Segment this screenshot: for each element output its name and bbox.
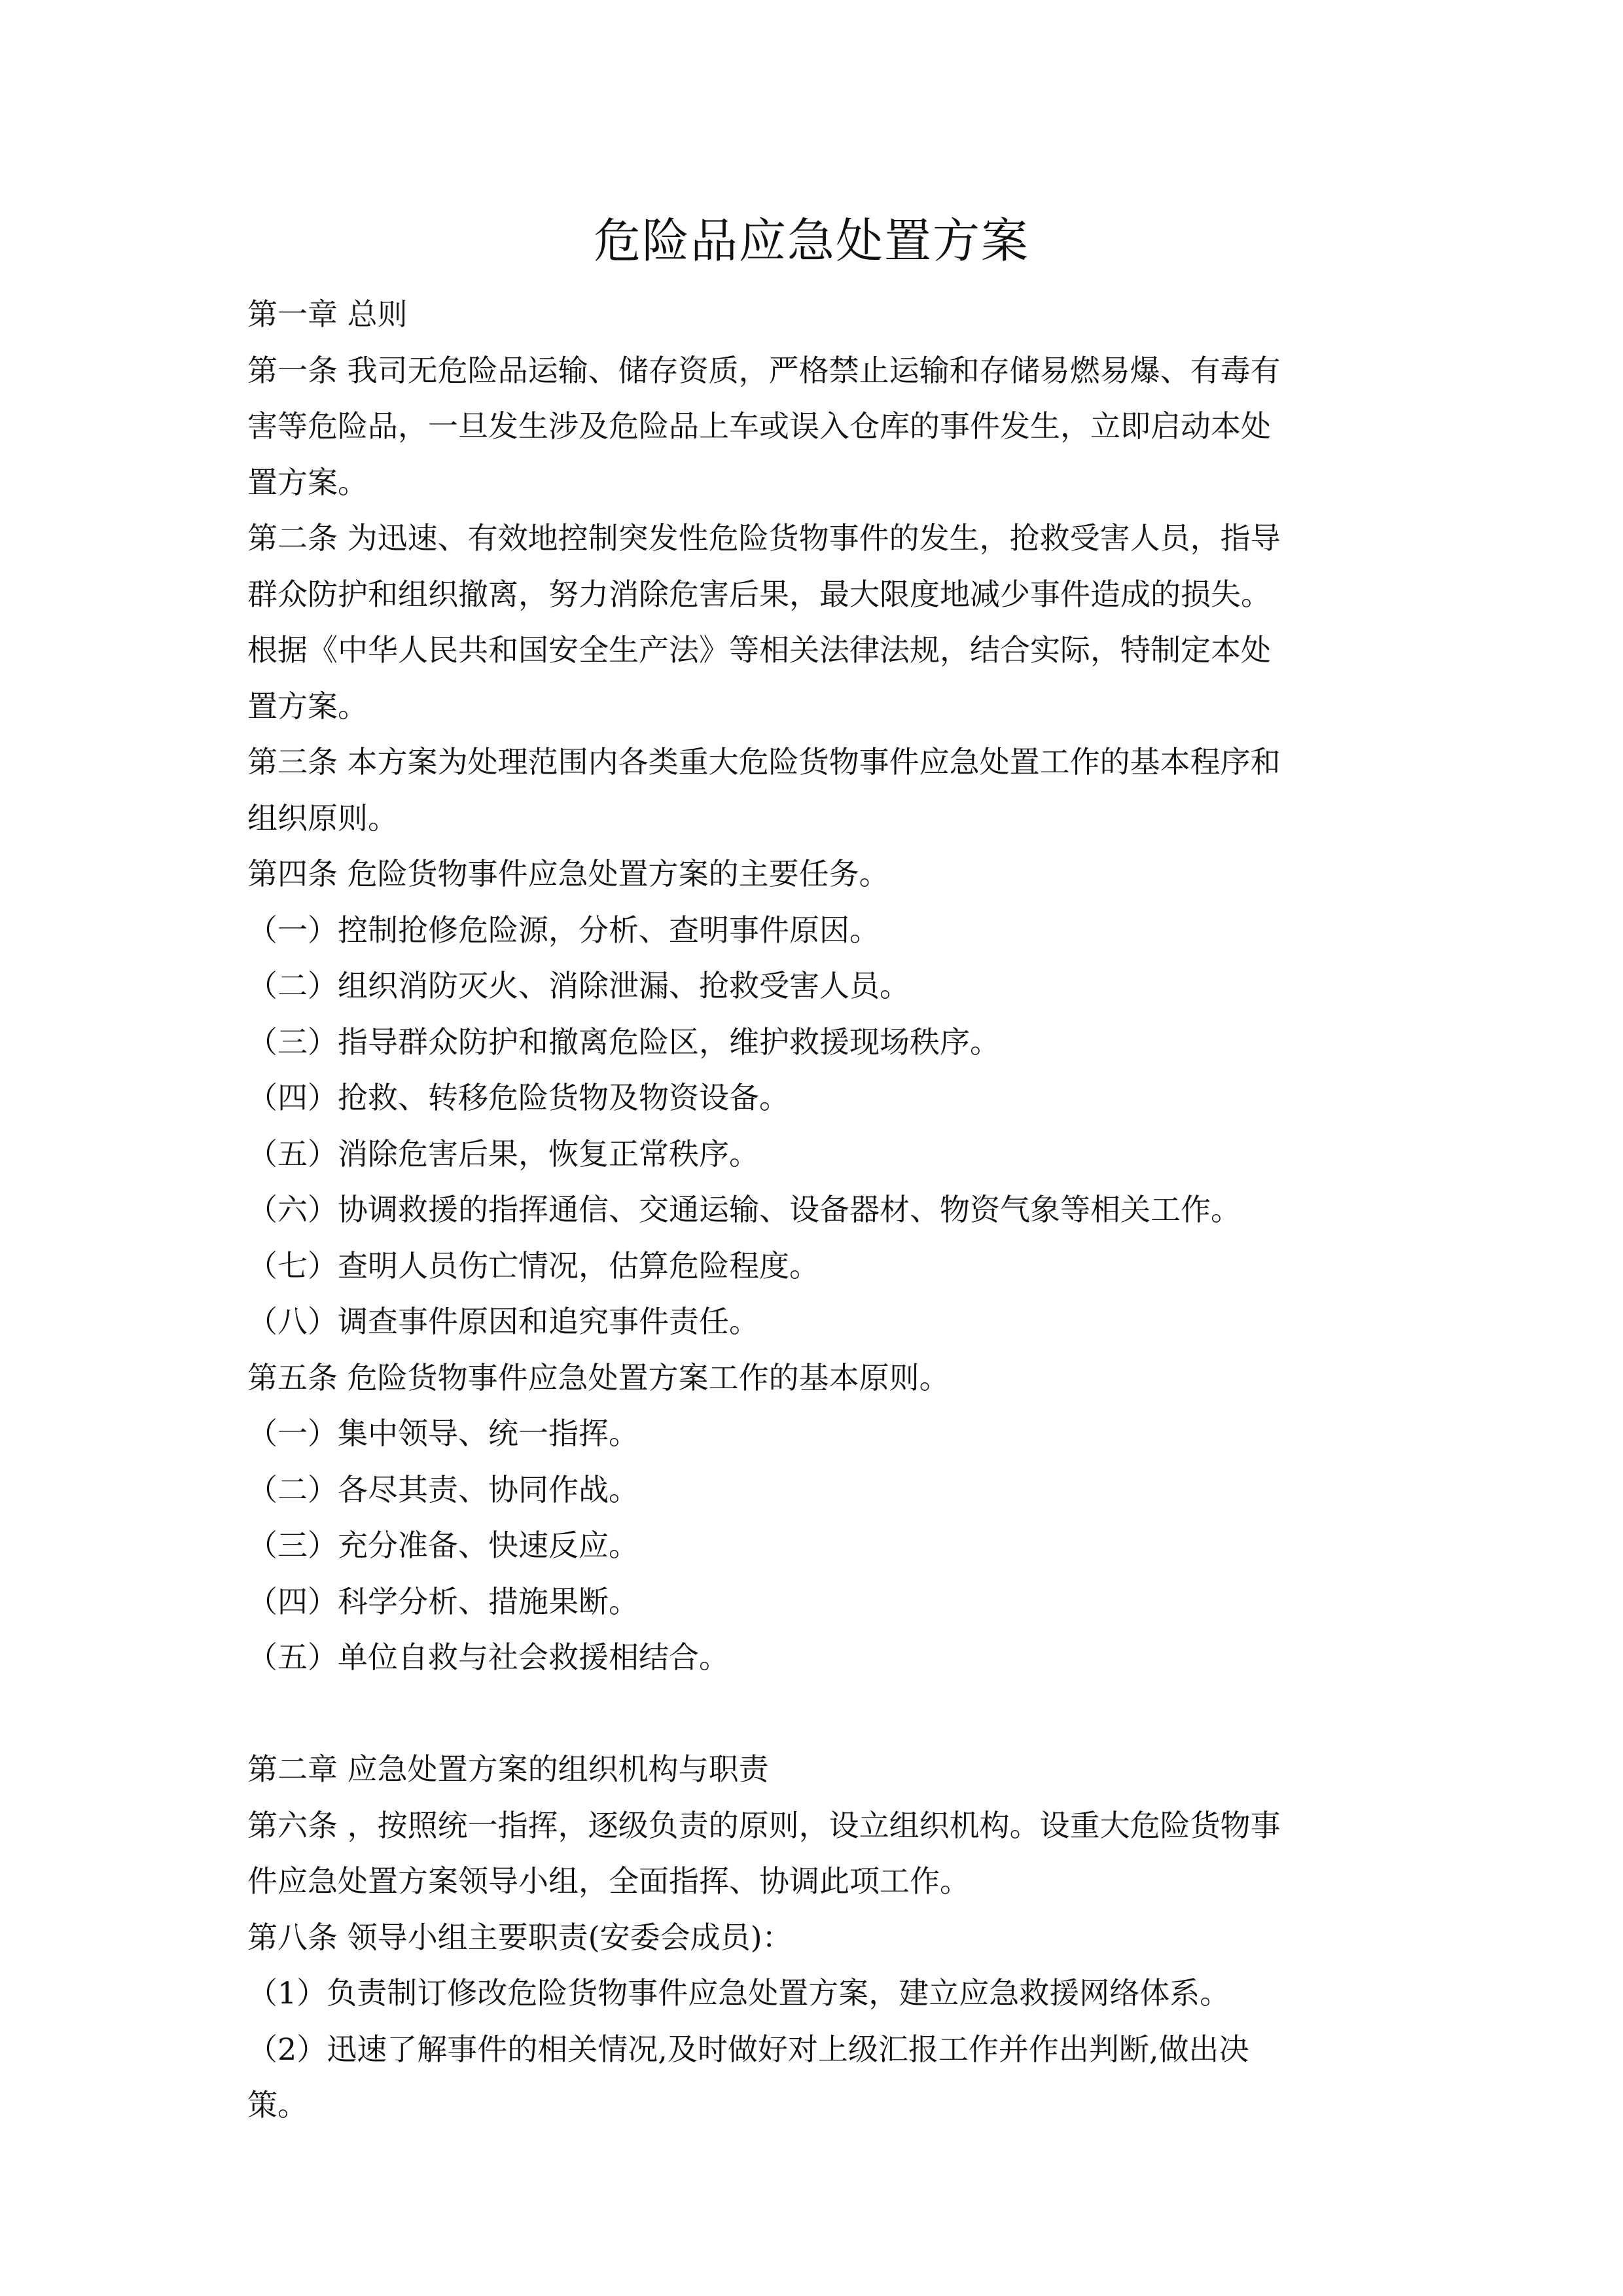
duty-item-continued: 策。 xyxy=(247,2087,308,2123)
article-2-line: 群众防护和组织撤离，努力消除危害后果，最大限度地减少事件造成的损失。 xyxy=(247,576,1271,612)
duty-item: （1）负责制订修改危险货物事件应急处置方案，建立应急救援网络体系。 xyxy=(247,1975,1230,2011)
article-1-line: 置方案。 xyxy=(247,464,368,500)
article-1-line: 害等危险品，一旦发生涉及危险品上车或误入仓库的事件发生，立即启动本处 xyxy=(247,408,1271,444)
article-2-line: 根据《中华人民共和国安全生产法》等相关法律法规，结合实际，特制定本处 xyxy=(247,632,1271,668)
principle-item: （二）各尽其责、协同作战。 xyxy=(247,1471,639,1507)
task-item: （七）查明人员伤亡情况，估算危险程度。 xyxy=(247,1247,819,1283)
article-8: 第八条 领导小组主要职责(安委会成员)： xyxy=(247,1919,793,1955)
paragraph-gap xyxy=(247,1686,1386,1742)
task-item: （六）协调救援的指挥通信、交通运输、设备器材、物资气象等相关工作。 xyxy=(247,1192,1241,1227)
article-6-line: 第六条 ，按照统一指挥，逐级负责的原则，设立组织机构。设重大危险货物事 xyxy=(247,1807,1281,1843)
article-3-line: 组织原则。 xyxy=(247,800,398,836)
article-4: 第四条 危险货物事件应急处置方案的主要任务。 xyxy=(247,856,889,891)
article-1-line: 第一条 我司无危险品运输、储存资质，严格禁止运输和存储易燃易爆、有毒有 xyxy=(247,352,1281,388)
task-item: （一）控制抢修危险源，分析、查明事件原因。 xyxy=(247,912,880,948)
principle-item: （五）单位自救与社会救援相结合。 xyxy=(247,1640,729,1675)
principle-item: （四）科学分析、措施果断。 xyxy=(247,1583,639,1619)
task-item: （二）组织消防灭火、消除泄漏、抢救受害人员。 xyxy=(247,968,910,1003)
document-title: 危险品应急处置方案 xyxy=(593,213,1029,268)
article-2-line: 置方案。 xyxy=(247,688,368,724)
principle-item: （三）充分准备、快速反应。 xyxy=(247,1528,639,1563)
task-item: （三）指导群众防护和撤离危险区，维护救援现场秩序。 xyxy=(247,1024,1000,1060)
task-item: （八）调查事件原因和追究事件责任。 xyxy=(247,1304,759,1339)
principle-item: （一）集中领导、统一指挥。 xyxy=(247,1416,639,1451)
chapter-2-heading: 第二章 应急处置方案的组织机构与职责 xyxy=(247,1751,769,1787)
article-3-line: 第三条 本方案为处理范围内各类重大危险货物事件应急处置工作的基本程序和 xyxy=(247,744,1281,780)
document-body xyxy=(247,287,1386,2134)
article-6-line: 件应急处置方案领导小组，全面指挥、协调此项工作。 xyxy=(247,1863,970,1899)
task-item: （五）消除危害后果，恢复正常秩序。 xyxy=(247,1136,759,1172)
article-5: 第五条 危险货物事件应急处置方案工作的基本原则。 xyxy=(247,1359,950,1395)
chapter-1-heading: 第一章 总则 xyxy=(247,296,408,332)
duty-item: （2）迅速了解事件的相关情况,及时做好对上级汇报工作并作出判断,做出决 xyxy=(247,2031,1249,2067)
article-2-line: 第二条 为迅速、有效地控制突发性危险货物事件的发生，抢救受害人员，指导 xyxy=(247,520,1281,556)
task-item: （四）抢救、转移危险货物及物资设备。 xyxy=(247,1080,789,1115)
